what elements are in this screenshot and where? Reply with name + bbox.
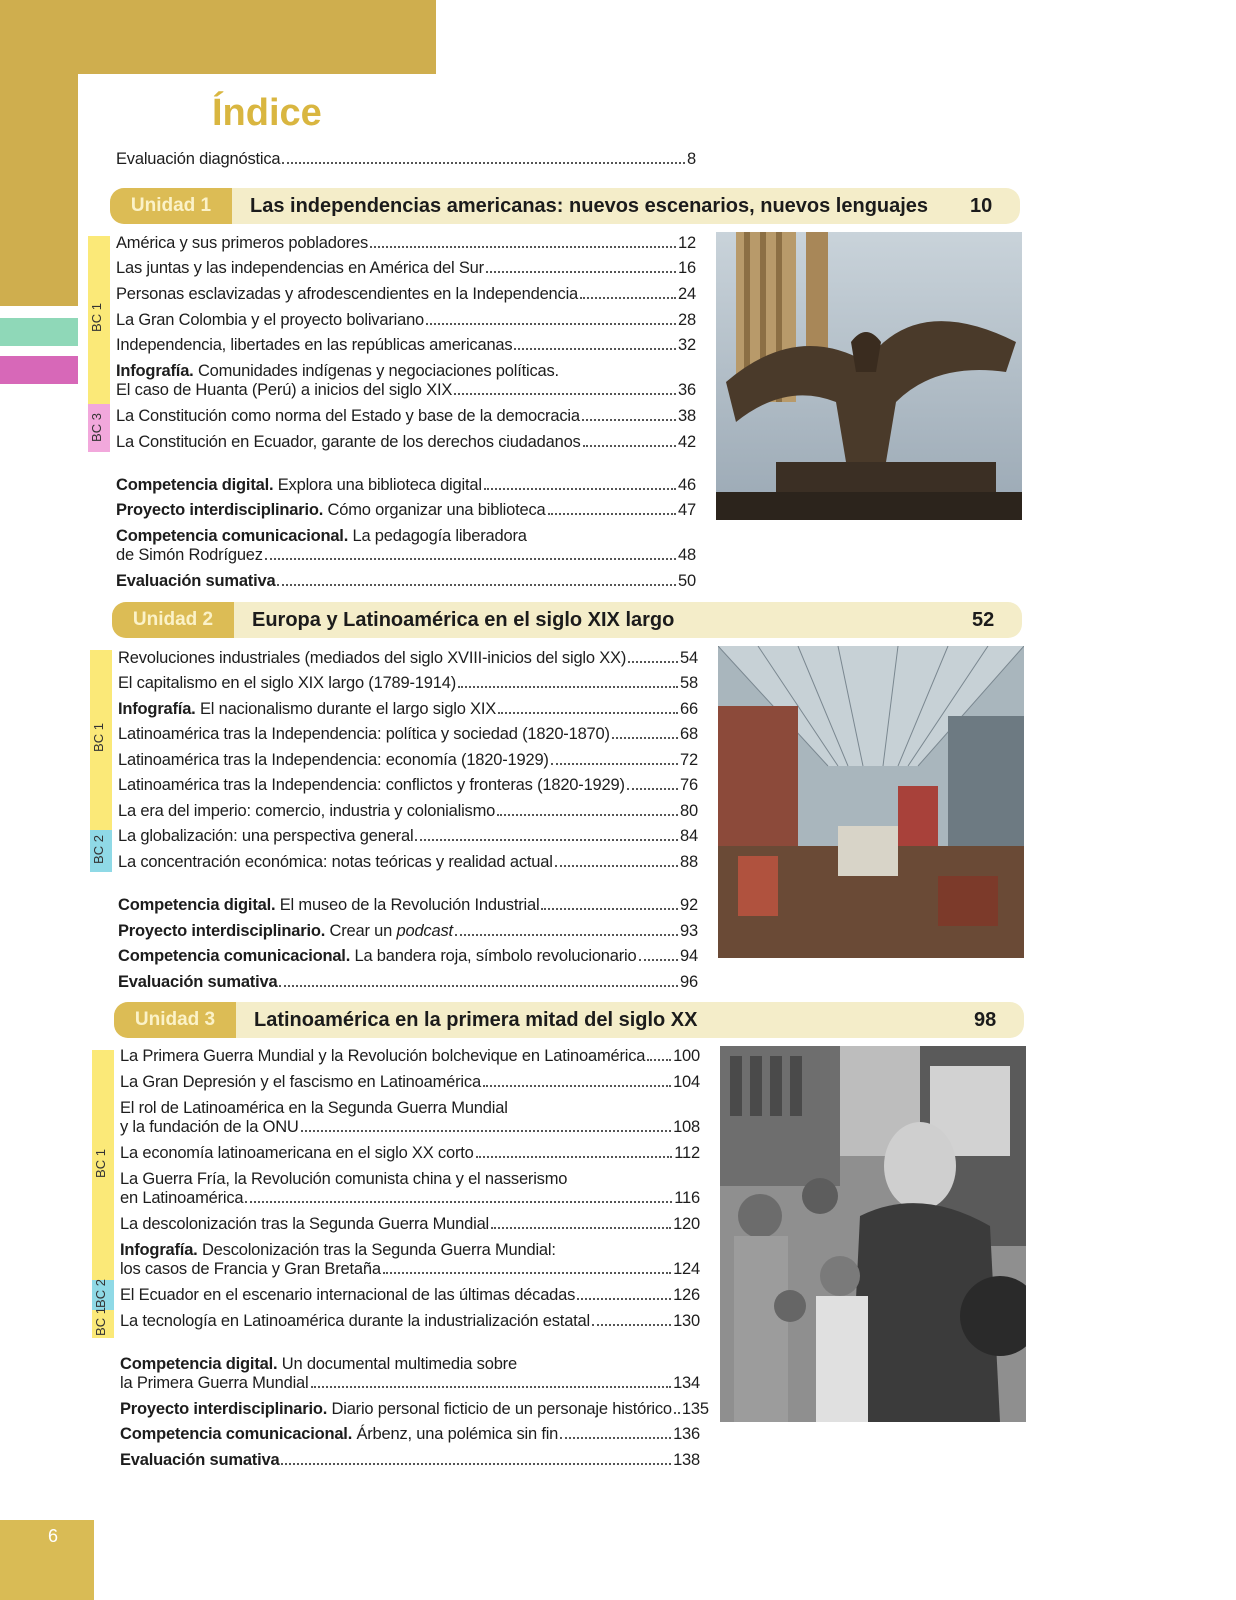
toc-entry[interactable]: Revoluciones industriales (mediados del siglo XVIII-inicios del siglo XX) 54 (118, 649, 698, 667)
toc-entry[interactable]: La descolonización tras la Segunda Guerra Mundial 120 (120, 1215, 700, 1233)
toc-extra[interactable]: Proyecto interdisciplinario. Diario personal ficticio de un personaje histórico 135 (120, 1400, 709, 1418)
left-color-band (0, 0, 78, 306)
bc-label: BC 1 (90, 723, 106, 752)
toc-entry[interactable]: Infografía. El nacionalismo durante el largo siglo XIX 66 (118, 700, 698, 718)
toc-entry[interactable]: La Primera Guerra Mundial y la Revolución bolchevique en Latinoamérica 100 (120, 1047, 700, 1065)
toc-entry[interactable]: en Latinoamérica 116 (120, 1189, 700, 1207)
toc-entry[interactable]: La economía latinoamericana en el siglo XX corto 112 (120, 1144, 700, 1162)
toc-entry[interactable]: La Constitución como norma del Estado y base de la democracia 38 (116, 407, 696, 425)
toc-extra[interactable]: Competencia digital. Explora una biblioteca digital 46 (116, 476, 696, 494)
toc-entry[interactable]: La era del imperio: comercio, industria y colonialismo 80 (118, 802, 698, 820)
toc-entry-line1[interactable]: El rol de Latinoamérica en la Segunda Guerra Mundial (120, 1099, 508, 1117)
bc-label: BC 1 (92, 1149, 108, 1178)
toc-extra[interactable]: Competencia digital. El museo de la Revolución Industrial 92 (118, 896, 698, 914)
unit-1-page: 10 (970, 195, 993, 217)
bc-label: BC 2 (92, 1279, 108, 1308)
pink-side-tab (0, 356, 78, 384)
toc-extra[interactable]: Evaluación sumativa 50 (116, 572, 696, 590)
toc-entry[interactable]: El capitalismo en el siglo XIX largo (1789-1914) 58 (118, 674, 698, 692)
toc-entry[interactable]: El Ecuador en el escenario internacional de las últimas décadas 126 (120, 1286, 700, 1304)
bc-label: BC 3 (88, 413, 104, 442)
toc-entry[interactable]: los casos de Francia y Gran Bretaña 124 (120, 1260, 700, 1278)
page-number: 6 (48, 1526, 59, 1546)
toc-entry[interactable]: La Gran Depresión y el fascismo en Latinoamérica 104 (120, 1073, 700, 1091)
toc-entry[interactable]: La tecnología en Latinoamérica durante la industrialización estatal 130 (120, 1312, 700, 1330)
toc-entry[interactable]: Las juntas y las independencias en América del Sur 16 (116, 259, 696, 277)
unit-1-label: Unidad 1 (110, 188, 232, 224)
toc-entry[interactable]: Latinoamérica tras la Independencia: economía (1820-1929) 72 (118, 751, 698, 769)
toc-extra[interactable]: Proyecto interdisciplinario. Cómo organizar una biblioteca 47 (116, 501, 696, 519)
toc-entry[interactable]: y la fundación de la ONU 108 (120, 1118, 700, 1136)
toc-entry-line1[interactable]: La Guerra Fría, la Revolución comunista china y el nasserismo (120, 1170, 568, 1188)
toc-extra[interactable]: Evaluación sumativa 138 (120, 1451, 700, 1469)
eagle-monument-photo (716, 232, 1022, 520)
unit-1-title: Las independencias americanas: nuevos escenarios, nuevos lenguajes (250, 195, 929, 217)
page-number-box (0, 1520, 94, 1600)
crystal-palace-exhibition-photo (718, 646, 1024, 958)
bc-label: BC 1 (88, 303, 104, 332)
page-title: Índice (212, 92, 322, 134)
crowd-train-photo (720, 1046, 1026, 1422)
unit-2-title: Europa y Latinoamérica en el siglo XIX largo (252, 609, 675, 631)
toc-entry[interactable]: La Gran Colombia y el proyecto bolivariano 28 (116, 311, 696, 329)
toc-extra-line1[interactable]: Competencia digital. Un documental multimedia sobre (120, 1355, 517, 1373)
toc-entry[interactable]: La concentración económica: notas teóricas y realidad actual 88 (118, 853, 698, 871)
toc-entry[interactable]: El caso de Huanta (Perú) a inicios del siglo XIX 36 (116, 381, 696, 399)
toc-entry[interactable]: Independencia, libertades en las repúblicas americanas 32 (116, 336, 696, 354)
unit-2-page: 52 (972, 609, 995, 631)
toc-entry-diagnostic[interactable]: Evaluación diagnóstica 8 (116, 150, 696, 168)
bc-label: BC 1 (92, 1307, 108, 1336)
toc-extra-line1[interactable]: Competencia comunicacional. La pedagogía liberadora (116, 527, 527, 545)
toc-entry[interactable]: Latinoamérica tras la Independencia: conflictos y fronteras (1820-1929) 76 (118, 776, 698, 794)
unit-3-title: Latinoamérica en la primera mitad del siglo XX (254, 1009, 698, 1031)
toc-entry[interactable]: América y sus primeros pobladores 12 (116, 234, 696, 252)
toc-entry[interactable]: La Constitución en Ecuador, garante de los derechos ciudadanos 42 (116, 433, 696, 451)
toc-extra[interactable]: Competencia comunicacional. La bandera roja, símbolo revolucionario 94 (118, 947, 698, 965)
toc-extra[interactable]: de Simón Rodríguez 48 (116, 546, 696, 564)
toc-entry-line1[interactable]: Infografía. Comunidades indígenas y negociaciones políticas. (116, 362, 559, 380)
toc-entry-line1[interactable]: Infografía. Descolonización tras la Segunda Guerra Mundial: (120, 1241, 556, 1259)
toc-extra[interactable]: la Primera Guerra Mundial 134 (120, 1374, 700, 1392)
toc-entry[interactable]: Personas esclavizadas y afrodescendientes en la Independencia 24 (116, 285, 696, 303)
unit-3-page: 98 (974, 1009, 997, 1031)
bc-label: BC 2 (90, 835, 106, 864)
unit-3-label: Unidad 3 (114, 1002, 236, 1038)
toc-extra[interactable]: Competencia comunicacional. Árbenz, una polémica sin fin 136 (120, 1425, 700, 1443)
toc-entry[interactable]: Latinoamérica tras la Independencia: política y sociedad (1820-1870) 68 (118, 725, 698, 743)
green-side-tab (0, 318, 78, 346)
toc-extra[interactable]: Evaluación sumativa 96 (118, 973, 698, 991)
toc-entry[interactable]: La globalización: una perspectiva general 84 (118, 827, 698, 845)
toc-extra[interactable]: Proyecto interdisciplinario. Crear un podcast 93 (118, 922, 698, 940)
unit-2-label: Unidad 2 (112, 602, 234, 638)
